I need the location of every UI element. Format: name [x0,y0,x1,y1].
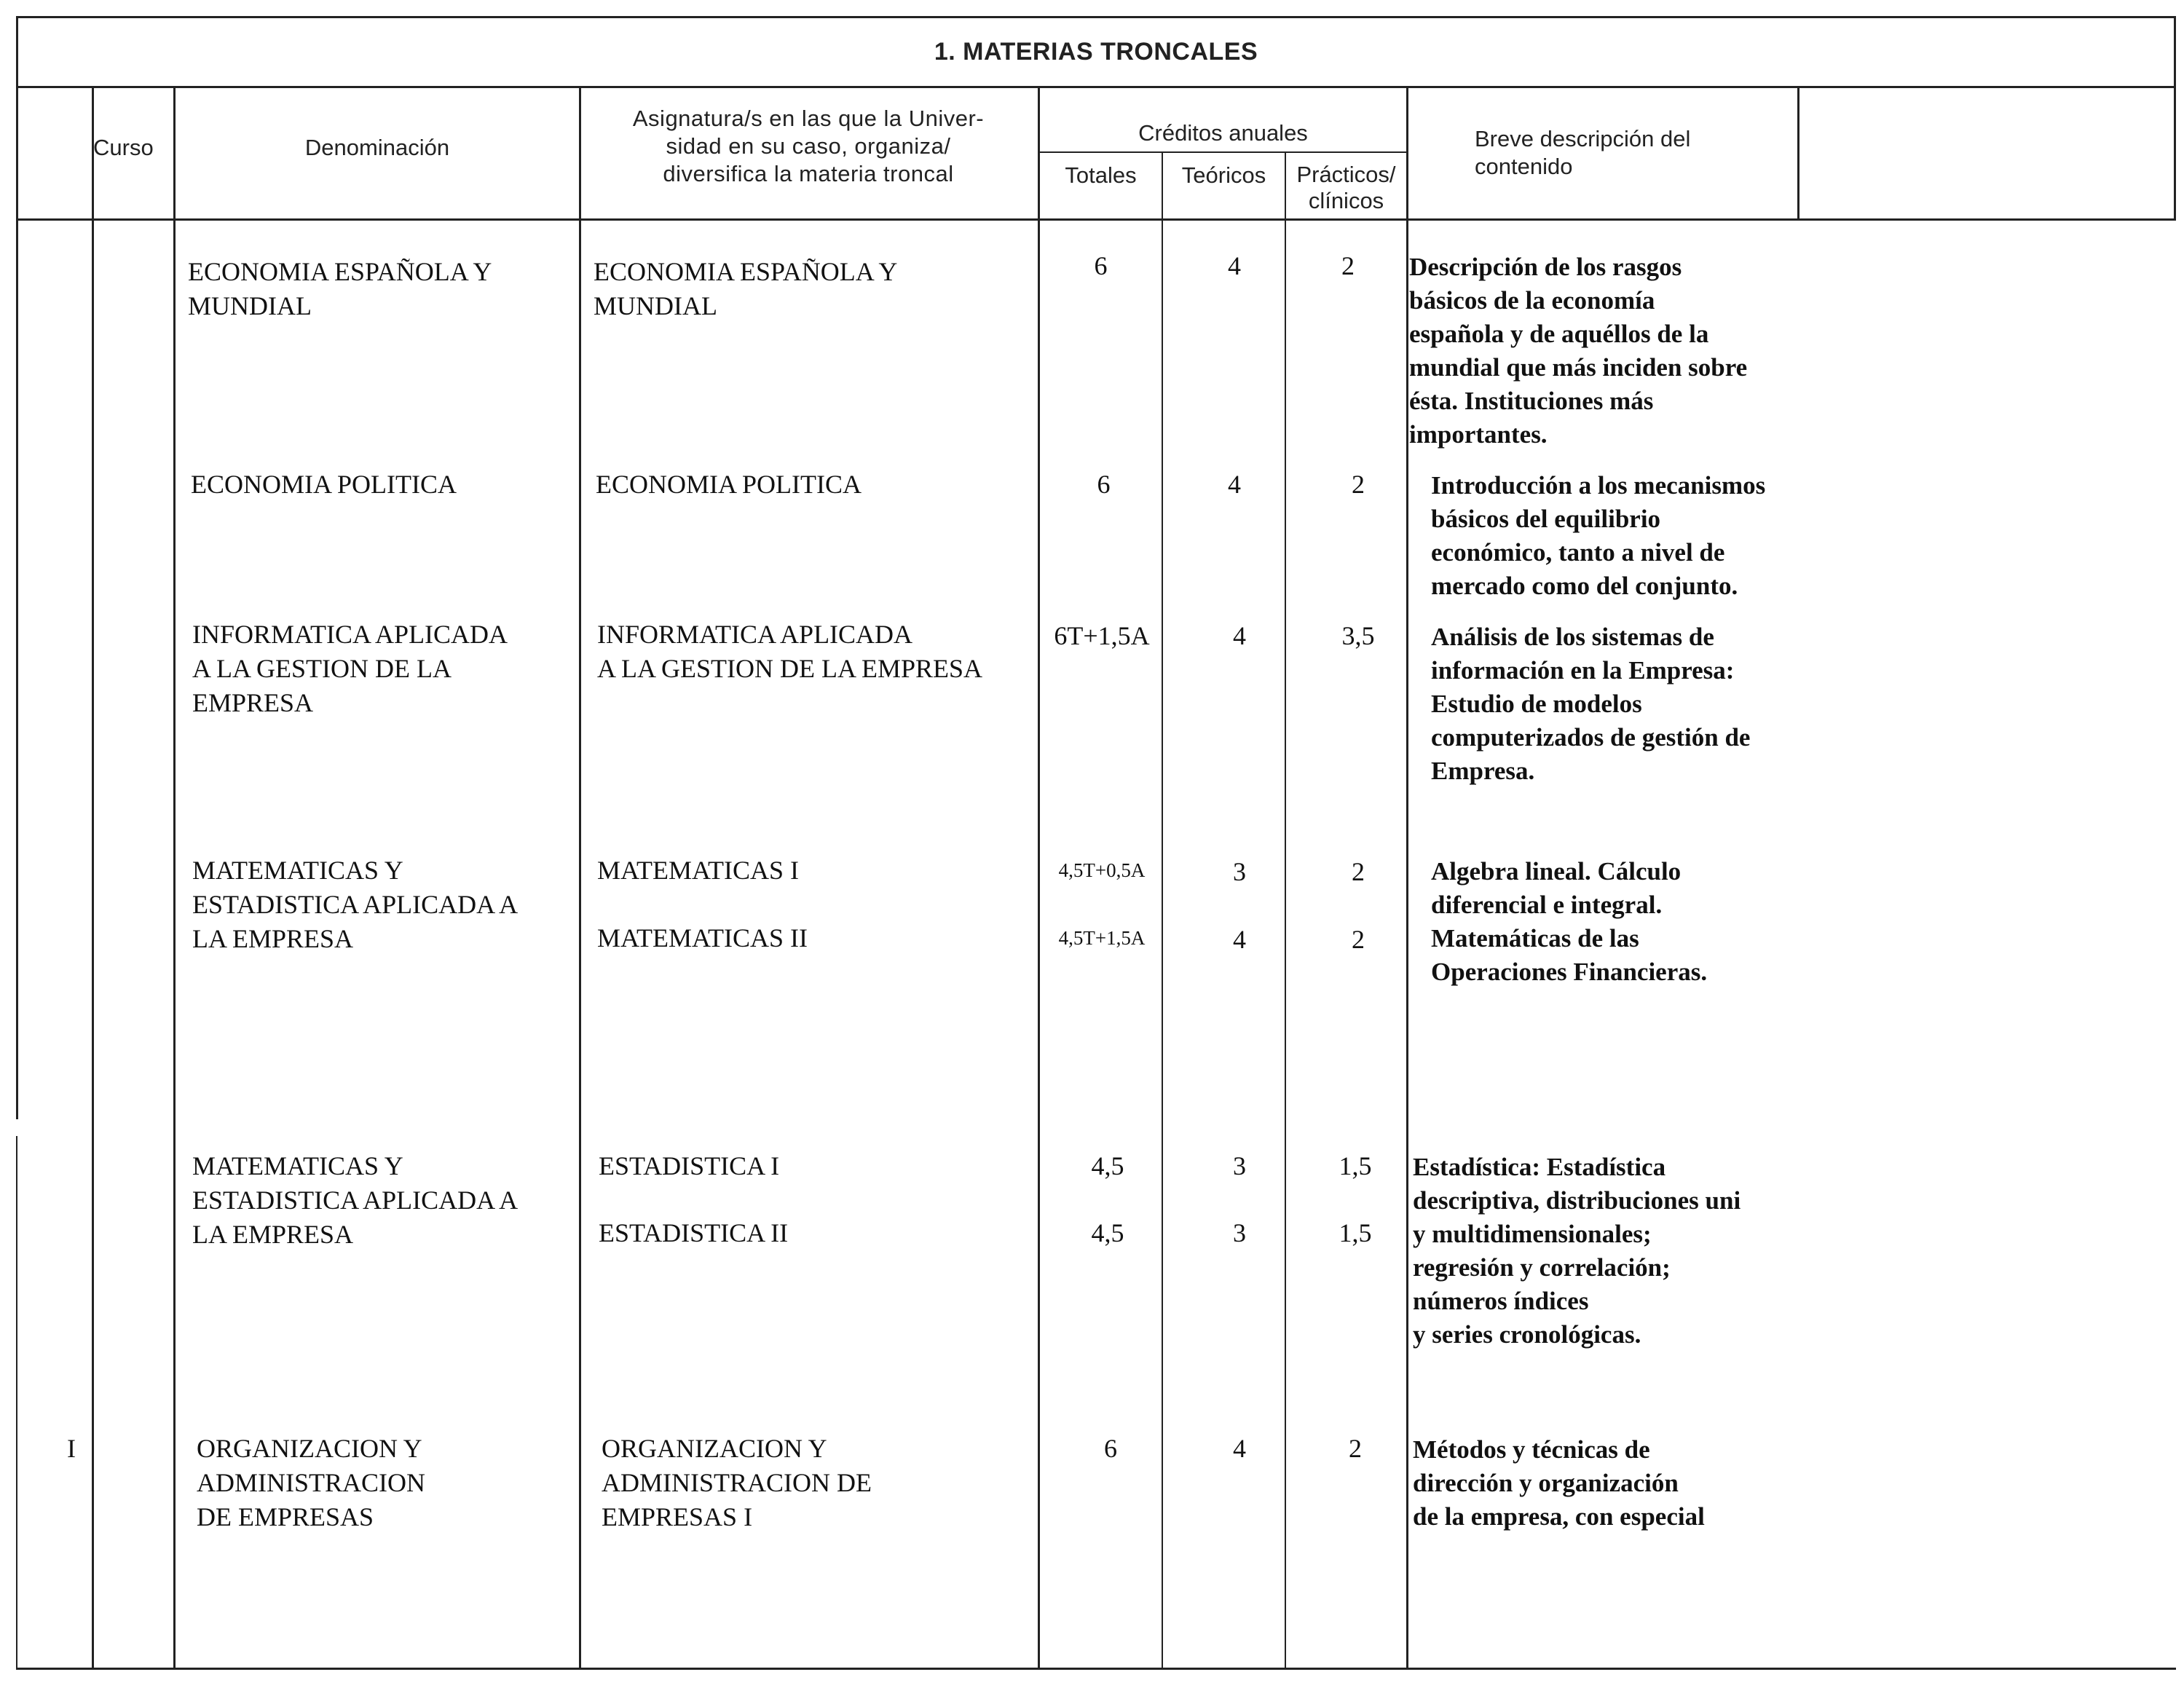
row-totales-1: 4,5 [1091,1151,1124,1180]
header-practicos: Prácticos/ clínicos [1296,162,1396,213]
row-practicos: 2 [1352,470,1365,499]
rule-col-denominacion-right [579,86,581,1669]
row-teoricos-1: 3 [1233,1151,1246,1180]
row-denominacion: INFORMATICA APLICADA A LA GESTION DE LA EMPRESA [192,620,508,717]
table-title: 1. MATERIAS TRONCALES [934,38,1258,66]
rule-bottom [16,1668,2176,1670]
row-curso: I [67,1434,76,1463]
row-totales-1: 4,5T+0,5A [1058,859,1146,881]
rule-header-bottom [16,218,2176,221]
rule-col-descripcion-right [1797,86,1799,220]
row-totales: 6T+1,5A [1054,621,1150,650]
row-totales: 6 [1097,470,1111,499]
row-asignatura: ECONOMIA ESPAÑOLA Y MUNDIAL [594,257,898,320]
row-descripcion: Algebra lineal. Cálculo diferencial e integral. Matemáticas de las Operaciones Financieras. [1431,857,1708,986]
row-denominacion: MATEMATICAS Y ESTADISTICA APLICADA A LA EMPRESA [192,856,519,953]
row-denominacion: ECONOMIA ESPAÑOLA Y MUNDIAL [188,257,492,320]
row-descripcion: Estadística: Estadística descriptiva, distribuciones uni y multidimensionales; regresión y correlación; números índices y series cronológicas. [1413,1153,1741,1349]
row-teoricos: 4 [1228,251,1241,280]
rule-col-curso-right [173,86,176,1669]
row-denominacion: ECONOMIA POLITICA [191,470,457,499]
row-teoricos: 4 [1233,1434,1246,1463]
row-asignatura-2: MATEMATICAS II [597,923,808,953]
rule-col-curso-left [92,86,94,1669]
row-practicos-2: 2 [1352,925,1365,954]
row-descripcion: Descripción de los rasgos básicos de la economía española y de aquéllos de la mundial que más inciden sobre ésta. Instituciones más importantes. [1409,253,1748,449]
header-denominacion: Denominación [304,135,450,160]
row-asignatura: INFORMATICA APLICADA A LA GESTION DE LA EMPRESA [597,620,983,683]
header-teoricos: Teóricos [1181,162,1266,188]
rule-left [16,16,18,1119]
row-practicos: 2 [1341,251,1355,280]
rule-creditos-split [1038,151,1406,153]
header-asignaturas: Asignatura/s en las que la Univer- sidad en su caso, organiza/ diversifica la materia troncal [632,106,985,186]
row-descripcion: Métodos y técnicas de dirección y organización de la empresa, con especial [1413,1435,1705,1531]
row-asignatura-1: ESTADISTICA I [599,1151,780,1180]
row-denominacion: MATEMATICAS Y ESTADISTICA APLICADA A LA EMPRESA [192,1151,519,1249]
row-descripcion: Análisis de los sistemas de información en la Empresa: Estudio de modelos computerizados de gestión de Empresa. [1431,623,1751,785]
row-totales: 6 [1104,1434,1117,1463]
header-descripcion: Breve descripción del contenido [1475,126,1691,179]
row-denominacion: ORGANIZACION Y ADMINISTRACION DE EMPRESAS [197,1434,425,1531]
rule-title-bottom [16,86,2176,88]
row-teoricos-2: 3 [1233,1218,1246,1247]
row-teoricos-1: 3 [1233,857,1246,886]
row-asignatura: ECONOMIA POLITICA [596,470,862,499]
row-teoricos: 4 [1233,621,1246,650]
row-totales: 6 [1094,251,1108,280]
row-teoricos: 4 [1228,470,1241,499]
row-asignatura-2: ESTADISTICA II [599,1218,789,1247]
row-practicos-1: 2 [1352,857,1365,886]
rule-top [16,16,2176,18]
row-teoricos-2: 4 [1233,925,1246,954]
row-totales-2: 4,5 [1091,1218,1124,1247]
row-practicos: 3,5 [1341,621,1375,650]
row-practicos: 2 [1349,1434,1362,1463]
header-curso: Curso [93,135,154,160]
row-totales-2: 4,5T+1,5A [1058,927,1146,949]
header-totales: Totales [1065,162,1137,188]
row-descripcion: Introducción a los mecanismos básicos del equilibrio económico, tanto a nivel de mercado como del conjunto. [1431,471,1766,600]
header-creditos: Créditos anuales [1138,120,1308,146]
rule-left-lower [16,1136,17,1670]
row-asignatura-1: MATEMATICAS I [597,856,800,885]
row-practicos-1: 1,5 [1339,1151,1372,1180]
row-practicos-2: 1,5 [1339,1218,1372,1247]
row-asignatura: ORGANIZACION Y ADMINISTRACION DE EMPRESAS I [602,1434,872,1531]
